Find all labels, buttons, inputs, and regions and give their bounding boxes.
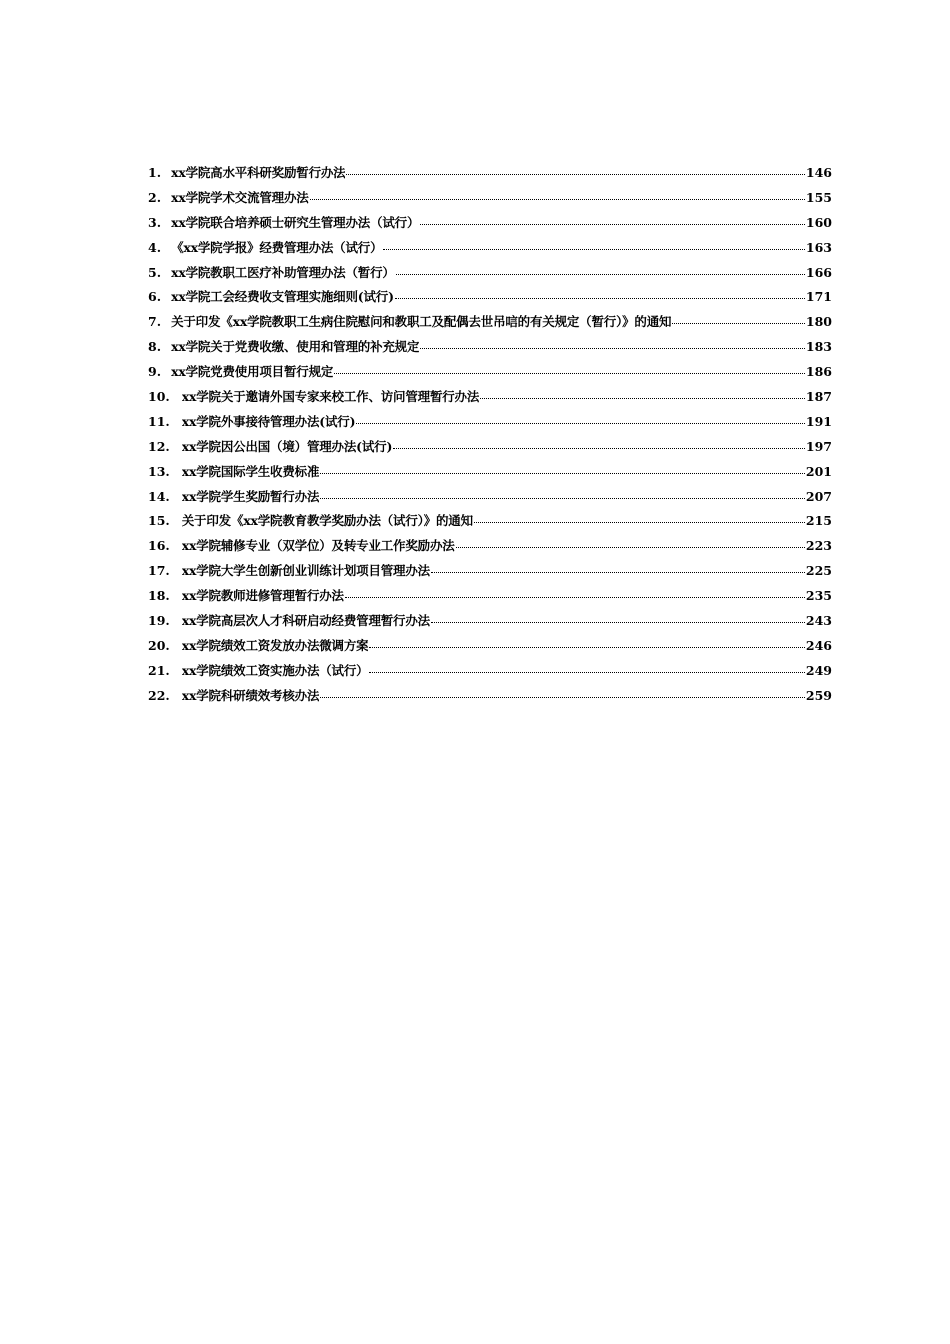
toc-entry-number: 7. [148, 314, 162, 330]
toc-entry-number: 12. [148, 438, 170, 454]
toc-dot-leader [345, 597, 805, 598]
toc-dot-leader [320, 473, 805, 474]
toc-entry-title[interactable]: xx学院关于邀请外国专家来校工作、访问管理暂行办法 [181, 389, 480, 405]
toc-entry[interactable] [148, 362, 832, 387]
toc-entry-page-number[interactable]: 191 [805, 413, 832, 429]
toc-entry-number: 5. [148, 264, 162, 280]
toc-entry-title[interactable]: xx学院大学生创新创业训练计划项目管理办法 [181, 563, 430, 579]
toc-entry-title[interactable]: xx学院因公出国（境）管理办法(试行) [181, 438, 393, 454]
toc-entry[interactable] [148, 412, 832, 437]
toc-entry[interactable] [148, 561, 832, 586]
toc-entry-number: 2. [148, 189, 162, 205]
toc-entry-number: 14. [148, 488, 170, 504]
toc-entry-page-number[interactable]: 183 [805, 339, 832, 355]
toc-dot-leader [420, 224, 805, 225]
toc-dot-leader [369, 672, 804, 673]
toc-entry-number: 22. [148, 687, 170, 703]
toc-entry[interactable] [148, 312, 832, 337]
toc-entry-number: 17. [148, 563, 170, 579]
toc-dot-leader [431, 572, 805, 573]
toc-entry-page-number[interactable]: 249 [805, 662, 832, 678]
toc-entry-title[interactable]: xx学院教职工医疗补助管理办法（暂行） [171, 264, 395, 280]
toc-dot-leader [356, 423, 805, 424]
toc-dot-leader [420, 348, 805, 349]
toc-dot-leader [393, 448, 805, 449]
toc-entry-number: 9. [148, 364, 162, 380]
toc-entry[interactable] [148, 487, 832, 512]
toc-dot-leader [320, 498, 805, 499]
toc-dot-leader [320, 697, 805, 698]
toc-entry-page-number[interactable]: 243 [805, 613, 832, 629]
toc-entry-title[interactable]: xx学院高水平科研奖励暂行办法 [171, 165, 346, 180]
toc-dot-leader [346, 174, 804, 175]
toc-entry-number: 18. [148, 588, 170, 604]
toc-entry-title[interactable]: 关于印发《xx学院教育教学奖励办法（试行）》的通知 [181, 513, 473, 529]
toc-entry-number: 10. [148, 389, 170, 405]
toc-entry-number: 16. [148, 538, 170, 554]
toc-entry-page-number[interactable]: 215 [805, 513, 832, 529]
toc-entry[interactable] [148, 238, 832, 263]
toc-entry-page-number[interactable]: 187 [805, 389, 832, 405]
toc-entry-title[interactable]: xx学院外事接待管理办法(试行) [181, 413, 356, 429]
toc-entry-page-number[interactable]: 186 [805, 364, 832, 380]
toc-dot-leader [395, 298, 805, 299]
toc-entry-title[interactable]: 关于印发《xx学院教职工生病住院慰问和教职工及配偶去世吊唁的有关规定（暂行）》的通知 [171, 314, 672, 330]
toc-entry[interactable] [148, 636, 832, 661]
toc-entry[interactable] [148, 686, 832, 711]
toc-entry[interactable] [148, 387, 832, 412]
toc-entry[interactable] [148, 163, 832, 188]
toc-entry-number: 4. [148, 239, 162, 255]
toc-entry[interactable] [148, 263, 832, 288]
toc-entry-title[interactable]: 《xx学院学报》经费管理办法（试行） [171, 239, 383, 255]
toc-entry[interactable] [148, 337, 832, 362]
toc-entry-title[interactable]: xx学院科研绩效考核办法 [181, 687, 320, 703]
toc-entry-number: 1. [148, 165, 162, 180]
toc-entry-number: 15. [148, 513, 170, 529]
toc-entry-title[interactable]: xx学院教师进修管理暂行办法 [181, 588, 344, 604]
toc-entry-page-number[interactable]: 225 [805, 563, 832, 579]
toc-entry-title[interactable]: xx学院学术交流管理办法 [171, 189, 309, 205]
toc-entry-page-number[interactable]: 155 [805, 189, 832, 205]
toc-dot-leader [474, 522, 805, 523]
toc-dot-leader [456, 547, 805, 548]
toc-entry[interactable] [148, 536, 832, 561]
toc-entry-page-number[interactable]: 259 [805, 687, 832, 703]
toc-entry-page-number[interactable]: 197 [805, 438, 832, 454]
toc-entry-number: 8. [148, 339, 162, 355]
toc-entry-number: 20. [148, 637, 170, 653]
toc-entry-title[interactable]: xx学院关于党费收缴、使用和管理的补充规定 [171, 339, 420, 355]
toc-entry[interactable] [148, 661, 832, 686]
toc-entry[interactable] [148, 287, 832, 312]
toc-entry-number: 6. [148, 289, 162, 305]
table-of-contents [148, 163, 832, 711]
toc-entry-number: 13. [148, 463, 170, 479]
toc-dot-leader [672, 323, 805, 324]
toc-entry[interactable] [148, 188, 832, 213]
toc-entry-number: 11. [148, 413, 170, 429]
toc-entry[interactable] [148, 511, 832, 536]
toc-entry-title[interactable]: xx学院国际学生收费标准 [181, 463, 320, 479]
toc-entry-title[interactable]: xx学院学生奖励暂行办法 [181, 488, 320, 504]
toc-entry-title[interactable]: xx学院绩效工资实施办法（试行） [181, 662, 369, 678]
toc-dot-leader [310, 199, 805, 200]
toc-entry-page-number[interactable]: 146 [805, 165, 832, 180]
toc-dot-leader [396, 274, 805, 275]
toc-entry[interactable] [148, 611, 832, 636]
toc-entry-page-number[interactable]: 246 [805, 637, 832, 653]
toc-dot-leader [334, 373, 805, 374]
toc-entry-number: 19. [148, 613, 170, 629]
toc-entry-number: 3. [148, 214, 162, 230]
toc-entry[interactable] [148, 586, 832, 611]
toc-entry-title[interactable]: xx学院党费使用项目暂行规定 [171, 364, 334, 380]
toc-entry-title[interactable]: xx学院绩效工资发放办法微调方案 [181, 637, 369, 653]
toc-entry-page-number[interactable]: 180 [805, 314, 832, 330]
toc-dot-leader [369, 647, 804, 648]
toc-entry-number: 21. [148, 662, 170, 678]
toc-dot-leader [383, 249, 805, 250]
toc-entry-page-number[interactable]: 160 [805, 214, 832, 230]
toc-entry-title[interactable]: xx学院工会经费收支管理实施细则(试行) [171, 289, 394, 305]
toc-dot-leader [431, 622, 805, 623]
toc-entry[interactable] [148, 437, 832, 462]
toc-entry-page-number[interactable]: 223 [805, 538, 832, 554]
toc-entry-page-number[interactable]: 207 [805, 488, 832, 504]
toc-entry-title[interactable]: xx学院联合培养硕士研究生管理办法（试行） [171, 214, 420, 230]
toc-entry-page-number[interactable]: 235 [805, 588, 832, 604]
toc-entry-page-number[interactable]: 166 [805, 264, 832, 280]
toc-entry-title[interactable]: xx学院高层次人才科研启动经费管理暂行办法 [181, 613, 430, 629]
toc-entry-page-number[interactable]: 201 [805, 463, 832, 479]
toc-dot-leader [480, 398, 805, 399]
toc-entry-title[interactable]: xx学院辅修专业（双学位）及转专业工作奖励办法 [181, 538, 455, 554]
toc-entry[interactable] [148, 462, 832, 487]
toc-entry-page-number[interactable]: 171 [805, 289, 832, 305]
toc-entry-page-number[interactable]: 163 [805, 239, 832, 255]
toc-entry[interactable] [148, 213, 832, 238]
